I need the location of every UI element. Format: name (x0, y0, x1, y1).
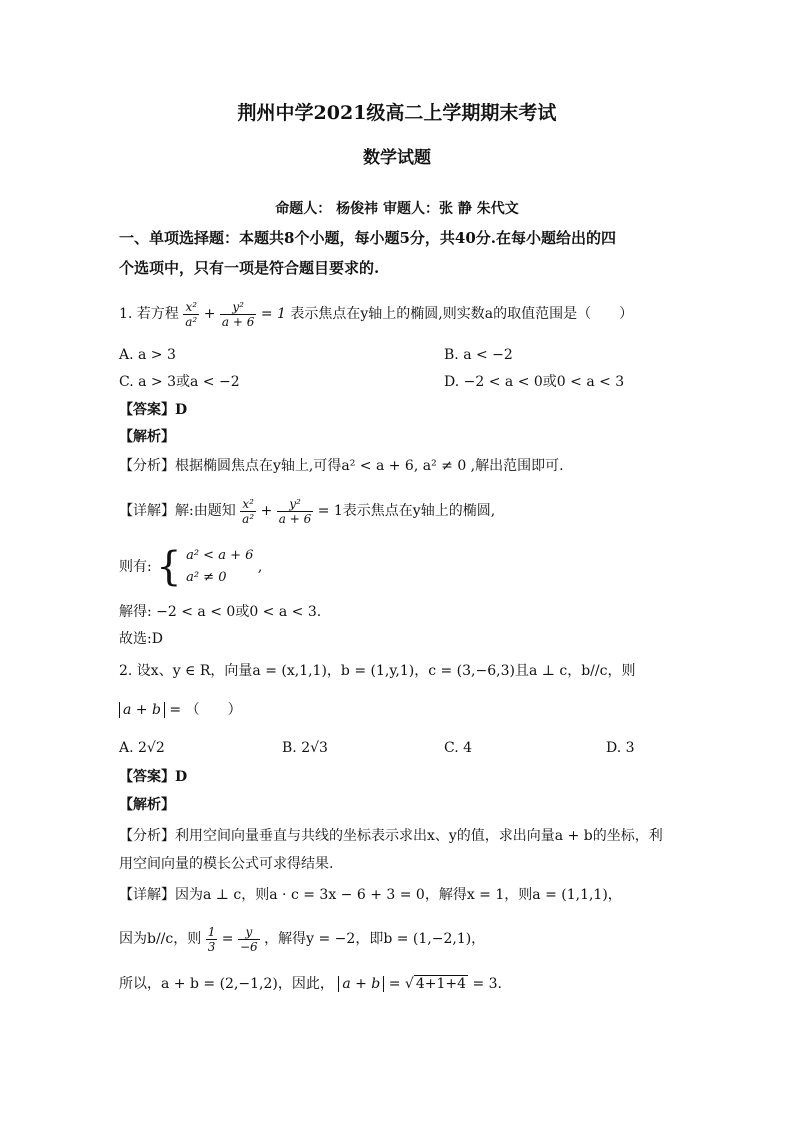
q2-option-c: C. 4 (444, 740, 473, 756)
q2-option-a: A. 2√2 (119, 740, 165, 756)
q1-frac1-num: x² (183, 300, 199, 315)
q2-d2-den: 3 (207, 939, 216, 954)
q2-d2-eq: = (221, 931, 234, 947)
brace-symbol: { (156, 544, 182, 590)
q1-prefix: 1. 若方程 (119, 306, 179, 322)
exam-title: 荆州中学2021级高二上学期期末考试 (237, 102, 557, 124)
q1-fraction-x (183, 300, 199, 329)
q1-frac2-num: y² (220, 300, 256, 315)
q1-stem (119, 293, 633, 335)
q1-frac2-den: a + 6 (221, 314, 255, 329)
q2-answer: 【答案】D (119, 769, 188, 785)
q1-xiangjie-fraction-x (240, 497, 256, 526)
q2-d2-suffix: ，解得y = −2，即b = (1,−2,1)， (264, 931, 486, 947)
q1-suffix: 表示焦点在y轴上的椭圆,则实数a的取值范围是（ ） (290, 306, 634, 322)
q1-fenxi: 【分析】根据椭圆焦点在y轴上,可得a² < a + 6, a² ≠ 0 ,解出范围即可. (119, 458, 564, 474)
q2-d3-eq: = (388, 976, 405, 992)
q2-d2-den2: −6 (239, 939, 258, 954)
q2-abs-expression: a + b (119, 702, 165, 718)
q2-d3-prefix: 所以，a + b = (2,−1,2)，因此， (119, 976, 334, 992)
q1-xiangjie (119, 490, 495, 532)
q1-eq: = 1 (260, 306, 286, 322)
q1-system-lines (186, 545, 253, 589)
q1-frac1-den: a² (185, 314, 198, 329)
q1-system (119, 544, 262, 590)
section-heading-line2: 个选项中，只有一项是符合题目要求的. (119, 259, 380, 277)
q2-fenxi-line2: 用空间向量的模长公式可求得结果. (119, 856, 334, 872)
q1-then-label: 则有: (119, 559, 152, 575)
q2-d2-prefix: 因为b//c，则 (119, 931, 202, 947)
q2-fenxi-line1: 【分析】利用空间向量垂直与共线的坐标表示求出x、y的值，求出向量a + b的坐标，利 (119, 828, 663, 844)
q2-d3-abs: a + b (338, 976, 384, 992)
q2-stem-line2 (119, 701, 242, 719)
q1-analysis-label: 【解析】 (119, 429, 175, 445)
exam-subtitle: 数学试题 (363, 148, 431, 168)
q1-plus: + (203, 306, 216, 322)
q2-d2-fraction-right (238, 925, 260, 954)
q1-option-b: B. a < −2 (444, 347, 513, 363)
q1-xiangjie-prefix: 【详解】解:由题知 (119, 503, 236, 519)
section-heading-line1: 一、单项选择题：本题共8个小题，每小题5分，共40分.在每小题给出的四 (119, 229, 616, 247)
q1-xiangjie-fraction-y (277, 497, 313, 526)
q2-detail-line2 (119, 920, 485, 958)
q1-solution: 解得: −2 < a < 0或0 < a < 3. (119, 604, 322, 620)
exam-authors: 命题人： 杨俊祎 审题人：张 静 朱代文 (275, 201, 519, 217)
q2-d3-end: = 3. (472, 976, 503, 992)
q2-option-d: D. 3 (606, 740, 635, 756)
q1-option-c: C. a > 3或a < −2 (119, 374, 240, 390)
q2-d3-sqrt: 4+1+4 (415, 976, 467, 992)
q2-d2-num: 1 (207, 924, 216, 939)
q2-analysis-label: 【解析】 (119, 797, 175, 813)
q2-detail-line1: 【详解】因为a ⊥ c，则a · c = 3x − 6 + 3 = 0，解得x = 1，则a = (1,1,1)， (119, 887, 622, 903)
q1-xj-frac1-den: a² (242, 511, 255, 526)
sqrt-symbol: √ (404, 976, 414, 992)
q1-answer: 【答案】D (119, 402, 188, 418)
q2-option-b: B. 2√3 (282, 740, 328, 756)
q1-choice: 故选:D (119, 631, 163, 647)
q2-d2-num2: y (238, 925, 260, 940)
q1-xj-frac2-den: a + 6 (278, 511, 312, 526)
q2-detail-line3 (119, 975, 502, 993)
q1-option-d: D. −2 < a < 0或0 < a < 3 (444, 374, 625, 390)
q2-stem-line1: 2. 设x、y ∈ R，向量a = (x,1,1)，b = (1,y,1)，c = (3,−6,3)且a ⊥ c，b//c，则 (119, 663, 636, 679)
q2-d2-fraction-left (206, 925, 218, 954)
q2-stem-tail: = （ ） (169, 702, 242, 718)
q1-sys-comma: , (257, 559, 263, 575)
q1-fraction-y (220, 300, 256, 329)
q1-xiangjie-suffix: = 1表示焦点在y轴上的椭圆, (317, 503, 496, 519)
q1-sys-line2: a² ≠ 0 (186, 570, 227, 585)
q1-xj-frac2-num: y² (277, 497, 313, 512)
q1-sys-line1: a² < a + 6 (186, 548, 254, 563)
q1-xj-frac1-num: x² (240, 497, 256, 512)
q1-xj-plus: + (260, 503, 273, 519)
q1-option-a: A. a > 3 (119, 347, 176, 363)
